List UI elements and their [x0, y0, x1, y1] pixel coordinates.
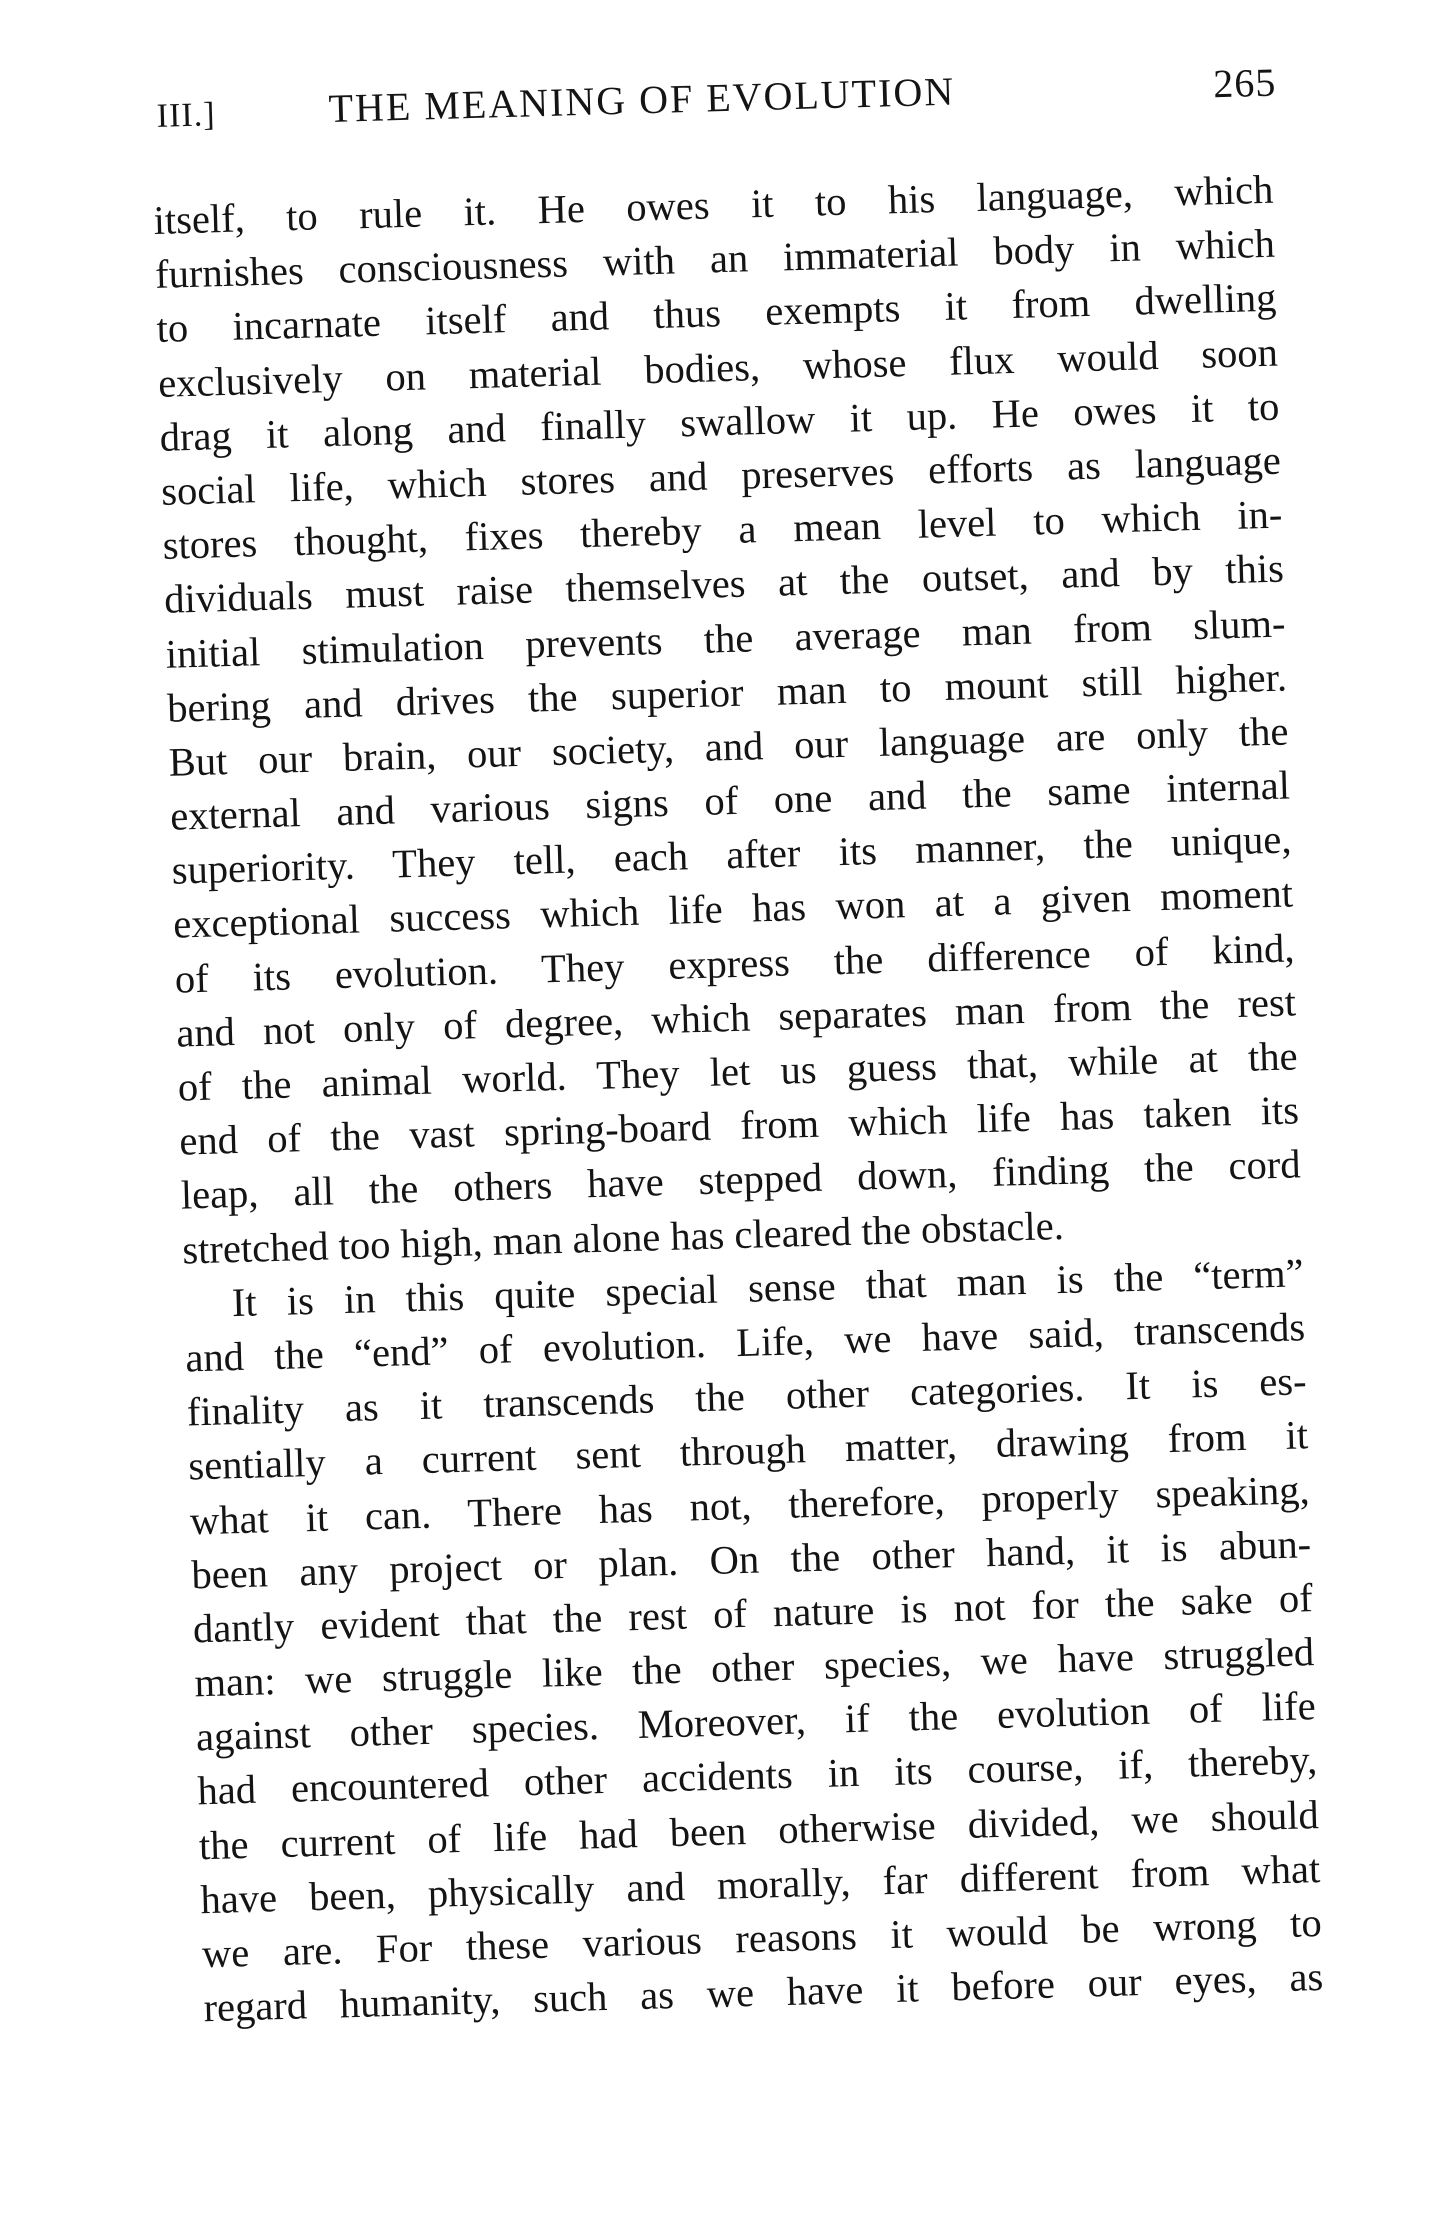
text-line: to incarnate itself and thus exempts it from dwelling [156, 275, 1277, 352]
text-line: the current of life had been otherwise divided, we should [198, 1791, 1320, 1868]
text-line: external and various signs of one and the same internal [169, 762, 1291, 839]
text-line: exceptional success which life has won at a given moment [172, 870, 1294, 948]
page-number: 265 [1212, 59, 1277, 107]
text-line: end of the vast spring-board from which life has taken its [178, 1087, 1300, 1164]
text-line: exclusively on material bodies, whose flux would soon [157, 329, 1279, 406]
text-line: and not only of degree, which separates man from the rest [175, 979, 1297, 1056]
text-line: had encountered other accidents in its course, if, thereby, [196, 1737, 1318, 1814]
text-line: leap, all the others have stepped down, finding the cord [180, 1141, 1302, 1218]
text-line: initial stimulation prevents the average man from slum- [165, 600, 1286, 677]
text-line: furnishes consciousness with an immaterial body in which [154, 220, 1276, 298]
text-line: sentially a current sent through matter, drawing from it [187, 1412, 1309, 1489]
text-line: dividuals must raise themselves at the outset, and by this [163, 545, 1285, 623]
text-line: against other species. Moreover, if the evolution of life [195, 1683, 1317, 1760]
text-line: social life, which stores and preserves efforts as language [160, 437, 1282, 514]
text-line: what it can. There has not, therefore, properly speaking, [189, 1466, 1311, 1543]
text-line: of its evolution. They express the difference of kind, [174, 925, 1296, 1002]
body-text [153, 163, 1324, 2036]
running-header [150, 59, 1277, 160]
text-line: of the animal world. They let us guess that, while at the [177, 1033, 1299, 1110]
text-line: itself, to rule it. He owes it to his language, which [153, 166, 1274, 243]
text-line: bering and drives the superior man to mount still higher. [166, 654, 1288, 731]
text-line: drag it along and finally swallow it up. He owes it to [159, 383, 1280, 460]
book-page [150, 59, 1324, 2036]
text-line: stretched too high, man alone has cleared the obstacle. [181, 1202, 1065, 1273]
text-line-paragraph-start: It is in this quite special sense that man is the “term” [231, 1250, 1305, 1325]
text-line: have been, physically and morally, far different from what [199, 1845, 1321, 1923]
text-line: superiority. They tell, each after its manner, the unique, [171, 816, 1292, 893]
running-title: THE MEANING OF EVOLUTION [327, 68, 956, 132]
text-line: But our brain, our society, and our language are only the [168, 708, 1289, 785]
chapter-number: III.] [156, 96, 217, 135]
text-line: finality as it transcends the other categories. It is es- [186, 1358, 1308, 1435]
text-line: we are. For these various reasons it would be wrong to [201, 1900, 1323, 1977]
text-line: man: we struggle like the other species, we have struggled [193, 1629, 1315, 1706]
text-line: and the “end” of evolution. Life, we have said, transcends [184, 1304, 1306, 1381]
text-line: regard humanity, such as we have it before our eyes, as [202, 1954, 1324, 2031]
text-line: dantly evident that the rest of nature is not for the sake of [192, 1575, 1314, 1652]
text-line: been any project or plan. On the other hand, it is abun- [190, 1520, 1312, 1598]
text-line: stores thought, fixes thereby a mean level to which in- [162, 491, 1283, 568]
